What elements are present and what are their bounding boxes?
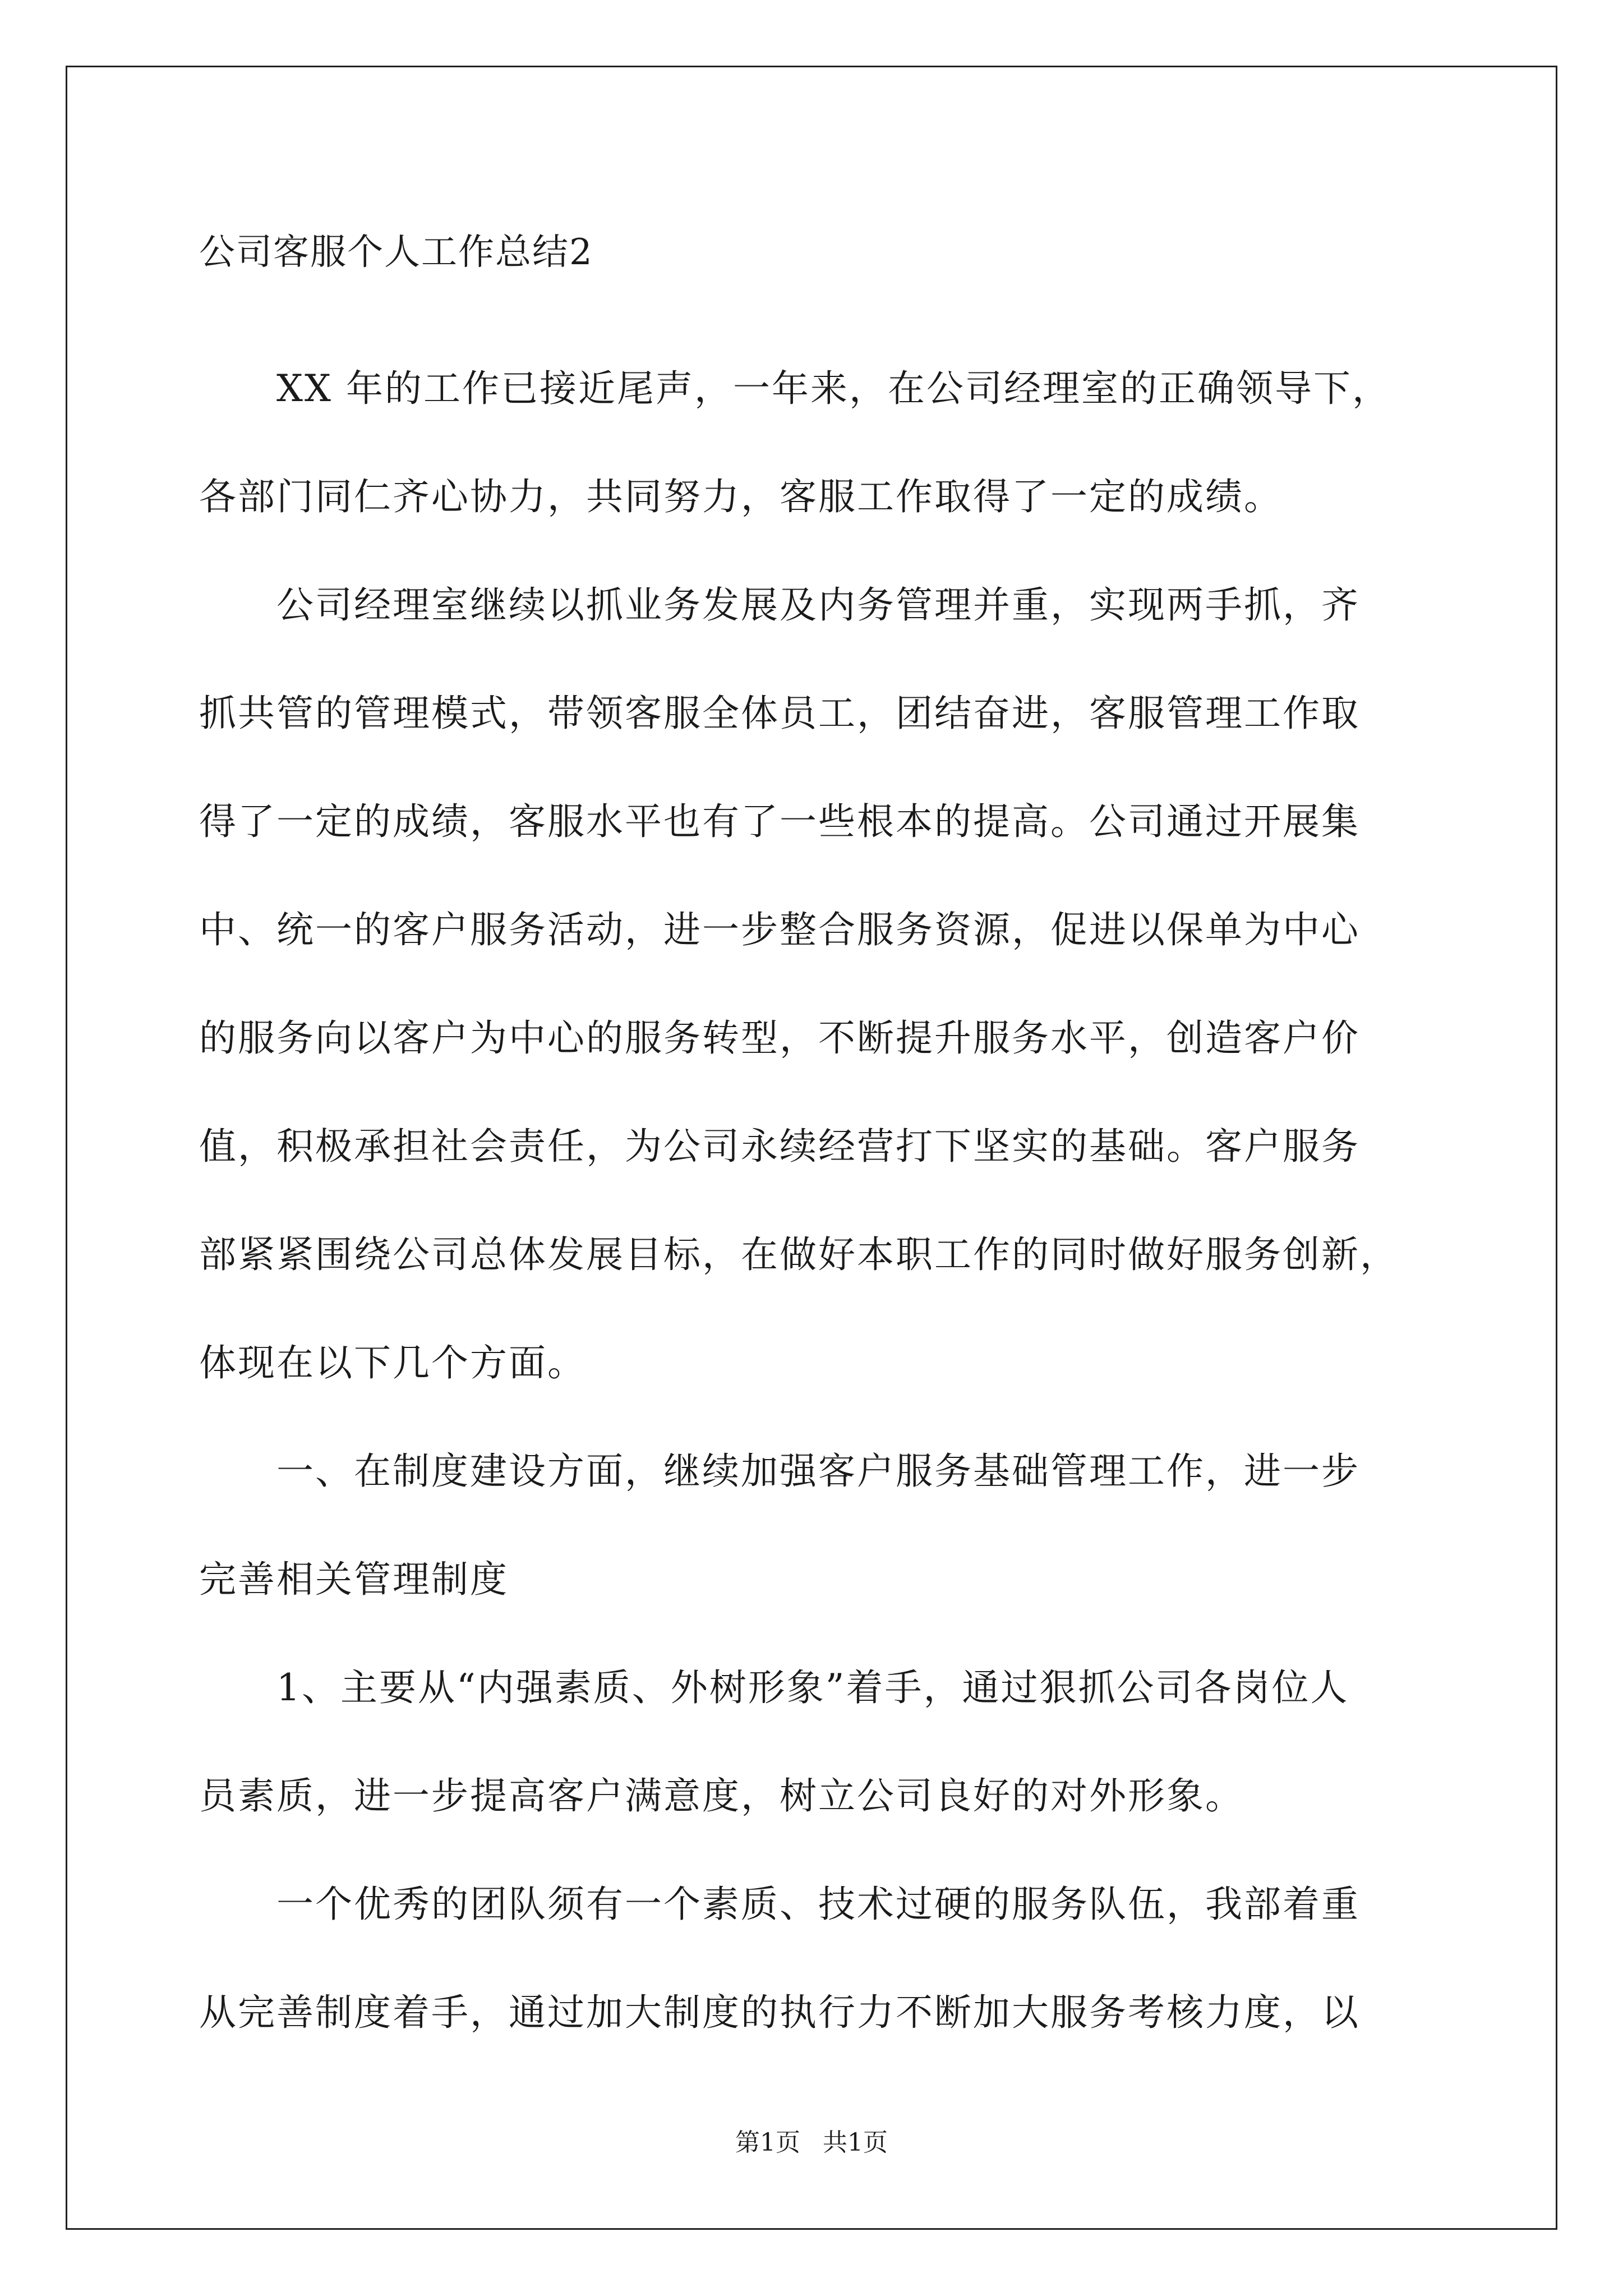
paragraph-3 <box>199 1417 1450 1634</box>
paragraph-5 <box>199 1850 1450 2067</box>
paragraph-line: 员素质，进一步提高客户满意度，树立公司良好的对外形象。 <box>199 1774 1244 1818</box>
paragraph-2 <box>199 551 1450 1417</box>
page-number: 第1页 <box>735 2128 800 2157</box>
paragraph-line: 从完善制度着手，通过加大制度的执行力不断加大服务考核力度，以 <box>199 1991 1360 2034</box>
paragraph-line: 得了一定的成绩，客服水平也有了一些根本的提高。公司通过开展集 <box>199 800 1360 843</box>
paragraph-line: 完善相关管理制度 <box>199 1558 509 1601</box>
paragraph-line: 值，积极承担社会责任，为公司永续经营打下坚实的基础。客户服务 <box>199 1125 1360 1168</box>
page-total: 共1页 <box>823 2128 888 2157</box>
paragraph-line: 各部门同仁齐心协力，共同努力，客服工作取得了一定的成绩。 <box>199 475 1283 518</box>
paragraph-line: 1、主要从“内强素质、外树形象”着手，通过狠抓公司各岗位人 <box>276 1666 1349 1709</box>
document-body <box>199 226 1450 2067</box>
paragraph-line: 中、统一的客户服务活动，进一步整合服务资源，促进以保单为中心 <box>199 908 1360 951</box>
paragraph-4 <box>199 1634 1450 1850</box>
document-title: 公司客服个人工作总结2 <box>199 232 593 273</box>
paragraph-line: 抓共管的管理模式，带领客服全体员工，团结奋进，客服管理工作取 <box>199 692 1360 735</box>
paragraph-line: 一、在制度建设方面，继续加强客户服务基础管理工作，进一步 <box>276 1450 1360 1493</box>
paragraph-line: 部紧紧围绕公司总体发展目标，在做好本职工作的同时做好服务创新， <box>199 1233 1399 1276</box>
page-footer <box>0 2126 1623 2160</box>
paragraph-line: 公司经理室继续以抓业务发展及内务管理并重，实现两手抓，齐 <box>276 583 1360 627</box>
paragraph-line: 体现在以下几个方面。 <box>199 1341 586 1384</box>
paragraph-line: 一个优秀的团队须有一个素质、技术过硬的服务队伍，我部着重 <box>276 1883 1360 1926</box>
paragraph-line: XX 年的工作已接近尾声，一年来，在公司经理室的正确领导下， <box>276 367 1391 410</box>
paragraph-line: 的服务向以客户为中心的服务转型，不断提升服务水平，创造客户价 <box>199 1016 1360 1060</box>
paragraph-1 <box>199 334 1450 551</box>
